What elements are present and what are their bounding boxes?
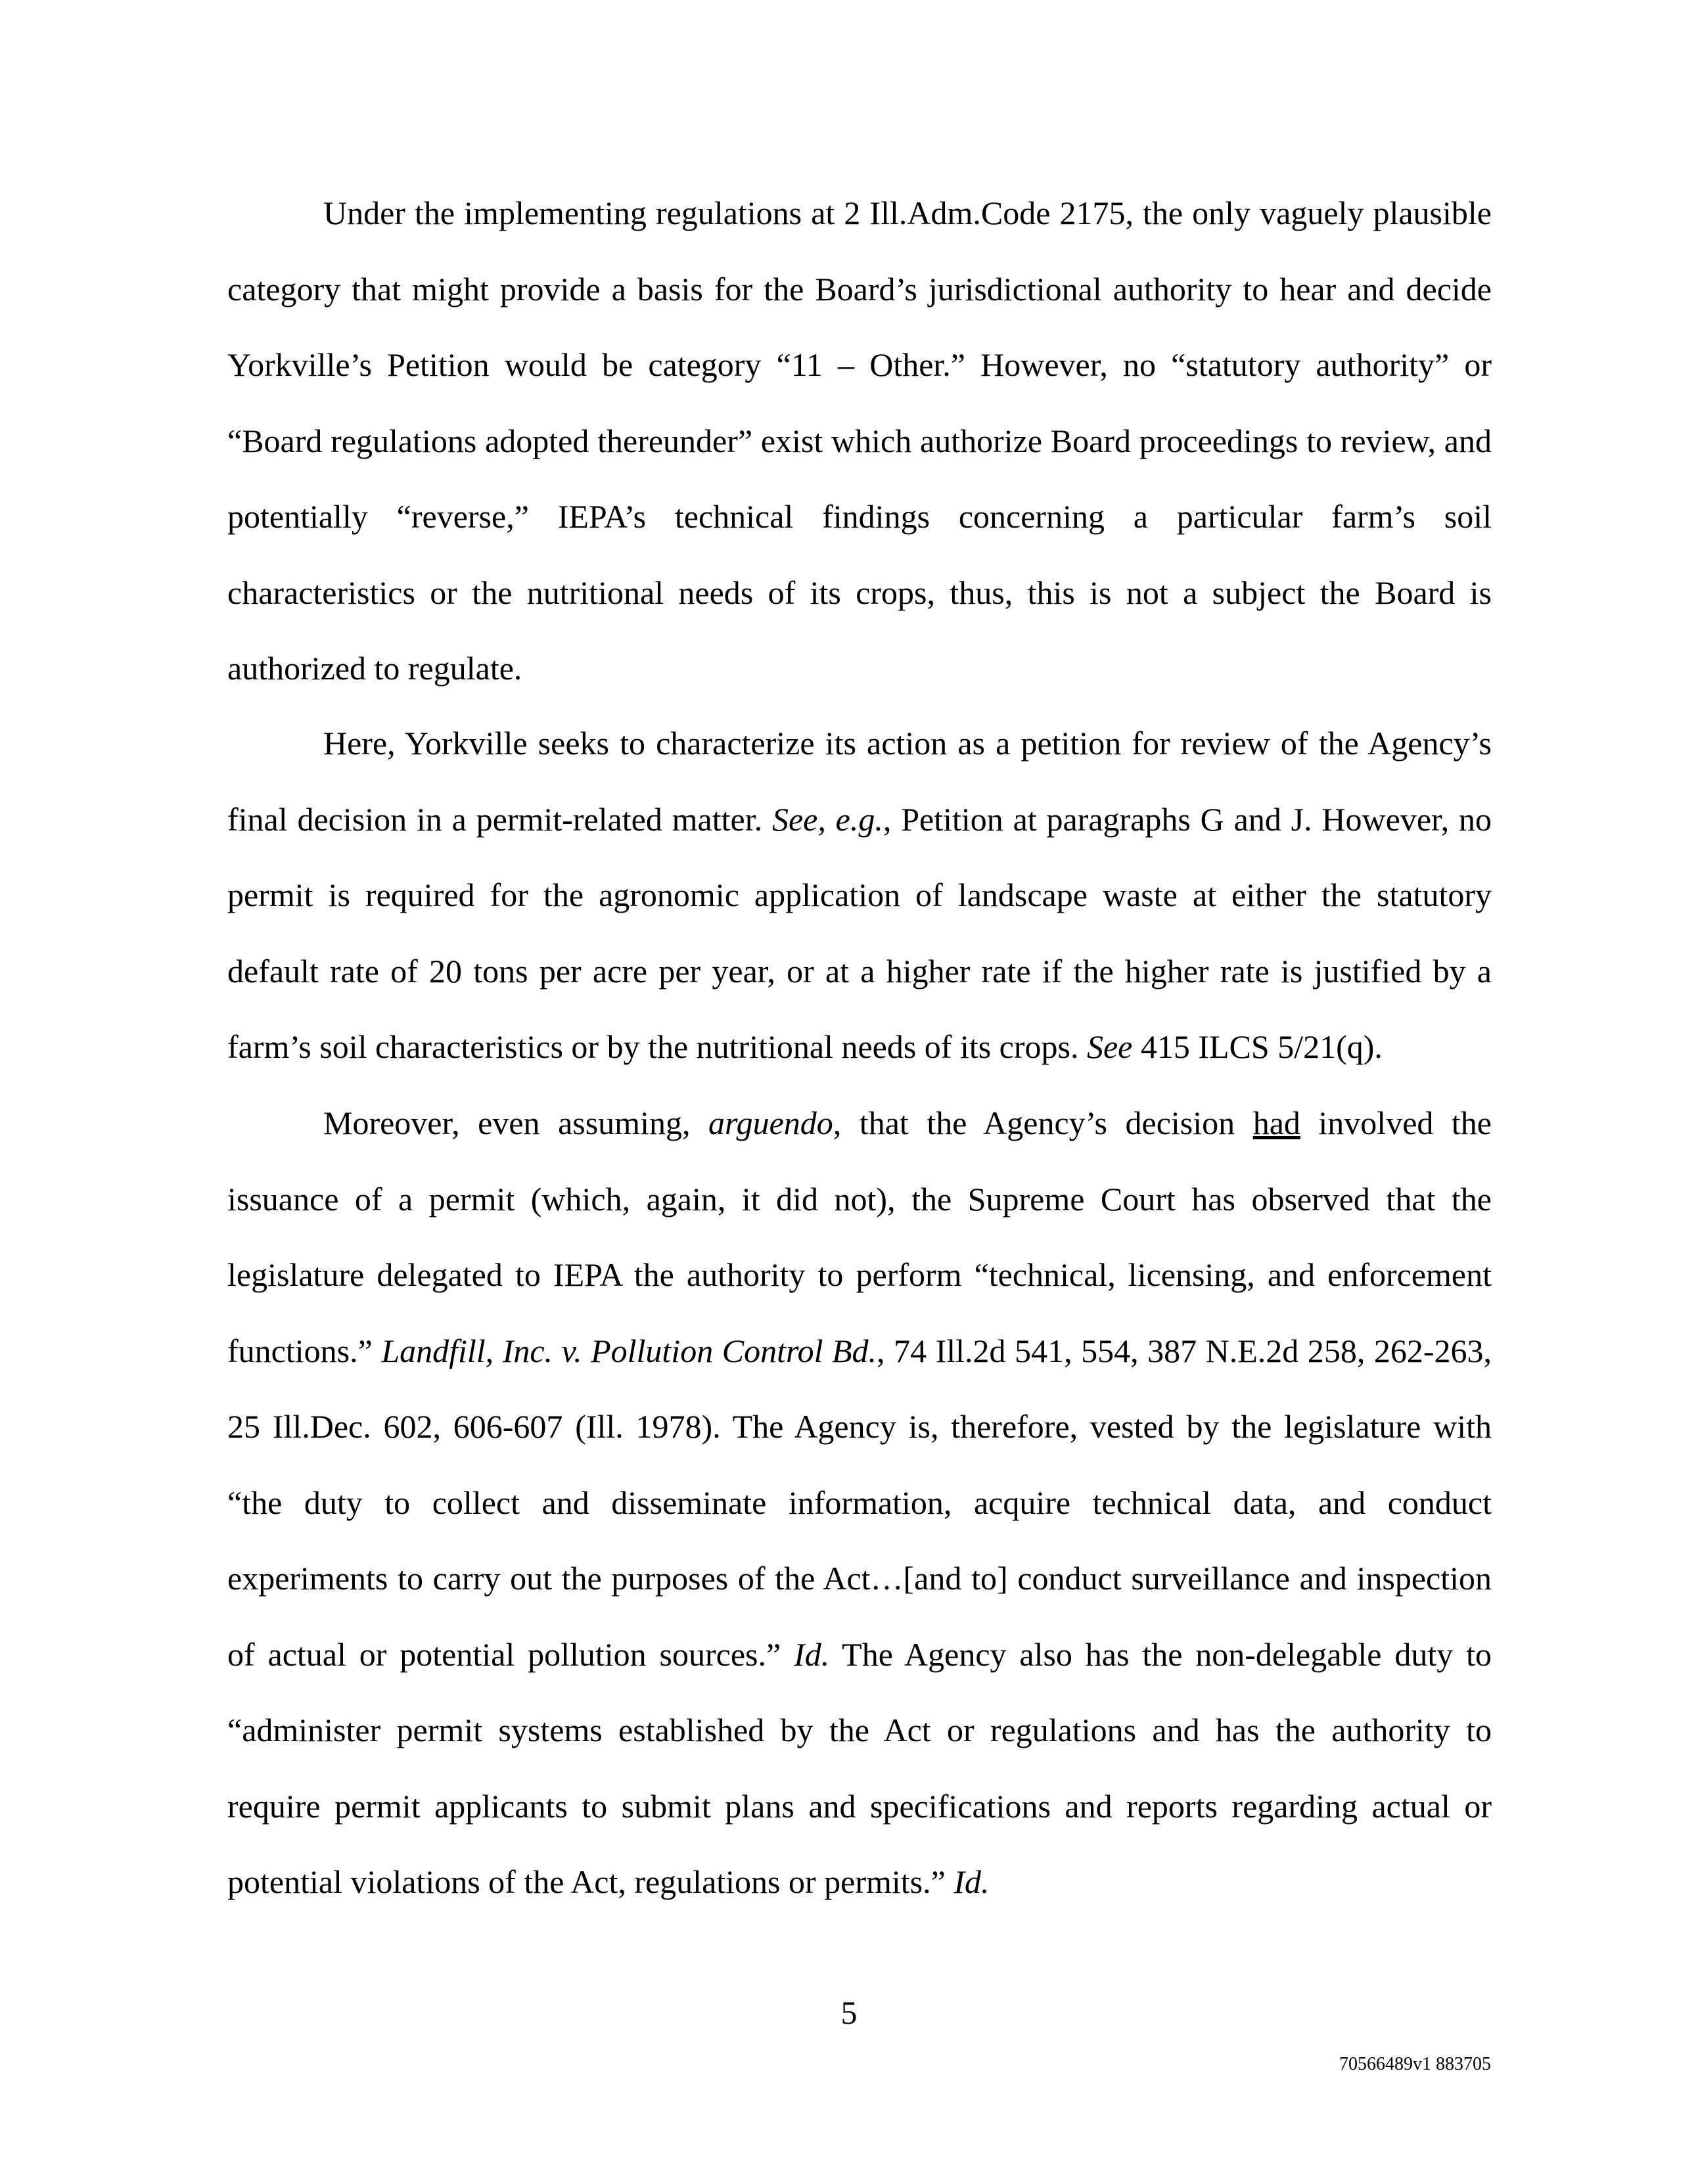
paragraph-text: Here, Yorkville seeks to characterize its action as a petition for review of the Agency’s final decision in a permit-related matter.	[227, 725, 1492, 838]
paragraph-text: , 74 Ill.2d 541, 554, 387 N.E.2d 258, 262-263, 25 Ill.Dec. 602, 606-607 (Ill. 1978). The Agency is, therefore, vested by the legislature with “the duty to collect and disseminate information, acquire technical data, and conduct experiments to carry out the purposes of the Act…[and to] conduct surveillance and inspection of actual or potential pollution sources.”	[227, 1332, 1492, 1673]
paragraph-text: 415 ILCS 5/21(q).	[1132, 1028, 1383, 1065]
page-number: 5	[840, 1994, 858, 2031]
paragraph-agency-authority	[227, 1085, 1492, 1921]
emphasized-word: had	[1252, 1104, 1300, 1141]
citation-signal: Id.	[953, 1863, 990, 1900]
citation-signal: See	[1086, 1028, 1133, 1065]
case-name: Landfill, Inc. v. Pollution Control Bd.	[381, 1332, 877, 1369]
citation-signal: See, e.g.	[771, 800, 883, 838]
latin-term: arguendo	[708, 1104, 833, 1141]
citation-signal: Id.	[794, 1635, 830, 1673]
paragraph-text: , Petition at paragraphs G and J. However, no permit is required for the agronomic application of landscape waste at either the statutory default rate of 20 tons per acre per year, or at a higher rate if the higher rate is justified by a farm’s soil characteristics or by the nutritional needs of its crops.	[227, 800, 1492, 1065]
document-id: 70566489v1 883705	[1339, 2054, 1491, 2074]
paragraph-text: Moreover, even assuming,	[323, 1104, 708, 1141]
paragraph-permit-matter	[227, 706, 1492, 1085]
paragraph-text: The Agency also has the non-delegable duty to “administer permit systems established by the Act or regulations and has the authority to require permit applicants to submit plans and specifications and reports regarding actual or potential violations of the Act, regulations or permits.”	[227, 1635, 1492, 1900]
paragraph-jurisdiction	[227, 175, 1492, 707]
paragraph-text: involved the issuance of a permit (which, again, it did not), the Supreme Court has observed that the legislature delegated to IEPA the authority to perform “technical, licensing, and enforcement functions.”	[227, 1104, 1492, 1369]
paragraph-jurisdiction-text: Under the implementing regulations at 2 Ill.Adm.Code 2175, the only vaguely plausible category that might provide a basis for the Board’s jurisdictional authority to hear and decide Yorkville’s Petition would be category “11 – Other.” However, no “statutory authority” or “Board regulations adopted thereunder” exist which authorize Board proceedings to review, and potentially “reverse,” IEPA’s technical findings concerning a particular farm’s soil characteristics or the nutritional needs of its crops, thus, this is not a subject the Board is authorized to regulate.	[227, 194, 1492, 687]
paragraph-text: , that the Agency’s decision	[833, 1104, 1253, 1141]
